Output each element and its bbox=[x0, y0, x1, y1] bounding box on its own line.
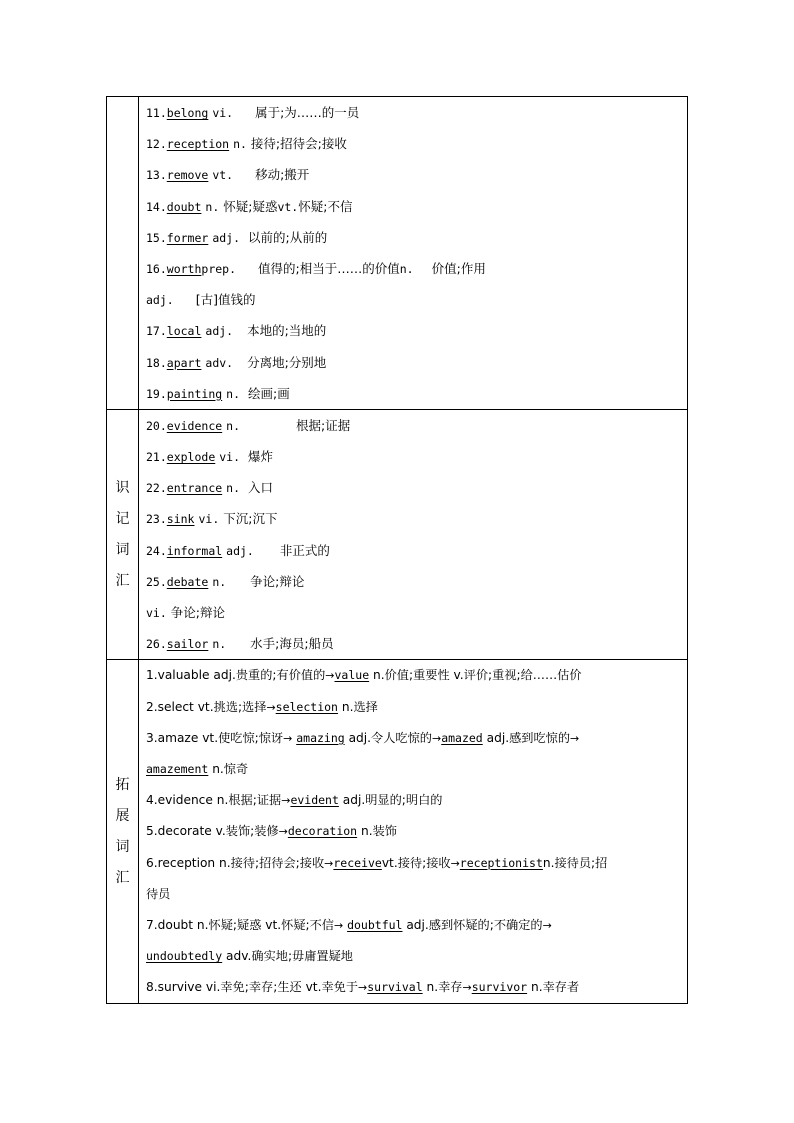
section-recall-content bbox=[139, 409, 688, 660]
extend-item-7: 7.doubt n.怀疑;疑惑 vt.怀疑;不信→ doubtful adj.感到怀疑的;不确定的→ bbox=[146, 917, 552, 932]
vocab-item-15: 15.former adj. 以前的;从前的 bbox=[146, 229, 328, 245]
vocab-item-20: 20.evidence n. 根据;证据 bbox=[146, 417, 351, 433]
section-recall-row bbox=[107, 409, 688, 660]
section-top-row bbox=[107, 97, 688, 410]
vocab-item-22: 22.entrance n. 入口 bbox=[146, 480, 274, 496]
vocab-item-16: 16.worthprep. 值得的;相当于……的价值n. 价值;作用 bbox=[146, 260, 486, 276]
extend-item-8: 8.survive vi.幸免;幸存;生还 vt.幸免于→survival n.幸存→survivor n.幸存者 bbox=[146, 980, 580, 995]
extend-item-3: 3.amaze vt.使吃惊;惊讶→ amazing adj.令人吃惊的→amazed adj.感到吃惊的→ bbox=[146, 730, 580, 745]
vocab-item-13: 13.remove vt. 移动;搬开 bbox=[146, 167, 310, 183]
vocab-item-25: 25.debate n. 争论;辩论 bbox=[146, 573, 305, 589]
section-extend-label: 拓 展 词 汇 bbox=[107, 660, 139, 1004]
vocabulary-table bbox=[106, 96, 688, 1004]
extend-item-6: 6.reception n.接待;招待会;接收→receivevt.接待;接收→receptionistn.接待员;招 bbox=[146, 855, 608, 870]
vocab-item-24: 24.informal adj. 非正式的 bbox=[146, 542, 330, 558]
extend-item-4: 4.evidence n.根据;证据→evident adj.明显的;明白的 bbox=[146, 793, 443, 808]
section-top-label bbox=[107, 97, 139, 410]
section-extend-content bbox=[139, 660, 688, 1004]
section-recall-label: 识 记 词 汇 bbox=[107, 409, 139, 660]
vocab-item-19: 19.painting n. 绘画;画 bbox=[146, 385, 290, 401]
extend-item-5: 5.decorate v.装饰;装修→decoration n.装饰 bbox=[146, 824, 397, 839]
vocab-item-21: 21.explode vi. 爆炸 bbox=[146, 449, 274, 465]
vocab-item-17: 17.local adj. 本地的;当地的 bbox=[146, 323, 327, 339]
vocab-item-16-cont: adj. [古]值钱的 bbox=[146, 292, 256, 308]
section-top-content bbox=[139, 97, 688, 410]
vocab-item-14: 14.doubt n. 怀疑;疑惑vt.怀疑;不信 bbox=[146, 198, 353, 214]
vocab-item-18: 18.apart adv. 分离地;分别地 bbox=[146, 354, 327, 370]
extend-item-1: 1.valuable adj.贵重的;有价值的→value n.价值;重要性 v.评价;重视;给……估价 bbox=[146, 668, 582, 683]
vocab-item-26: 26.sailor n. 水手;海员;船员 bbox=[146, 636, 334, 652]
extend-item-6-cont: 待员 bbox=[146, 886, 171, 901]
vocab-item-11: 11.belong vi. 属于;为……的一员 bbox=[146, 105, 360, 120]
vocab-item-25-cont: vi. 争论;辩论 bbox=[146, 605, 225, 620]
extend-item-3-cont: amazement n.惊奇 bbox=[146, 761, 249, 776]
vocab-item-12: 12.reception n. 接待;招待会;接收 bbox=[146, 136, 347, 152]
extend-item-7-cont: undoubtedly adv.确实地;毋庸置疑地 bbox=[146, 949, 353, 964]
section-extend-row bbox=[107, 660, 688, 1004]
extend-item-2: 2.select vt.挑选;选择→selection n.选择 bbox=[146, 699, 378, 714]
vocab-item-23: 23.sink vi. 下沉;沉下 bbox=[146, 511, 278, 527]
